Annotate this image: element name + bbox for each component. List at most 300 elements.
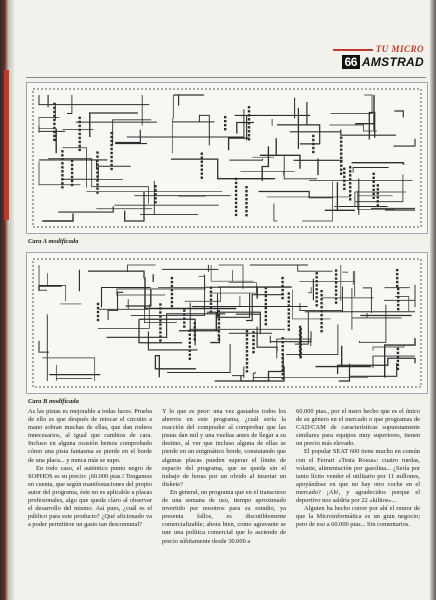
pcb-pad bbox=[316, 280, 318, 282]
pcb-pad bbox=[53, 103, 55, 105]
pcb-pad bbox=[335, 281, 337, 283]
pcb-pad bbox=[282, 361, 284, 363]
pcb-trace bbox=[162, 265, 218, 272]
pcb-pad bbox=[335, 293, 337, 295]
pcb-pad bbox=[252, 331, 254, 333]
paragraph: Y lo que es peor: una vez gastados todos los ahorros en este programa, ¿cuál sería la reacción del comprador al comprobar que las pistas dan mil y una vueltas antes de llegar a su destino, al ver que incluso alguna de ellas se pierde en un enigmático borde, constatando que algunas placas pueden superar el límite de espacio del programa, que se queda sin el trabajo de horas por un olvido al insertar un diskete? bbox=[162, 408, 286, 488]
pcb-trace bbox=[39, 126, 65, 131]
pcb-trace bbox=[58, 206, 113, 212]
pcb-pad bbox=[110, 164, 112, 166]
pcb-trace bbox=[394, 139, 416, 146]
pcb-trace bbox=[215, 353, 283, 381]
pcb-pad bbox=[282, 377, 284, 379]
pcb-pad bbox=[110, 144, 112, 146]
pcb-trace bbox=[290, 130, 396, 136]
pcb-pad bbox=[79, 141, 81, 143]
pcb-pad bbox=[97, 303, 99, 305]
pcb-pad bbox=[312, 151, 314, 153]
pcb-trace bbox=[241, 366, 284, 381]
pcb-pad bbox=[201, 153, 203, 155]
pcb-pad bbox=[159, 339, 161, 341]
pcb-pad bbox=[316, 276, 318, 278]
brand-name: AMSTRAD bbox=[361, 55, 424, 69]
pcb-pad bbox=[110, 160, 112, 162]
pcb-pad bbox=[397, 348, 399, 350]
pcb-pad bbox=[159, 319, 161, 321]
pcb-pad bbox=[320, 302, 322, 304]
pcb-pad bbox=[96, 159, 98, 161]
pcb-pad bbox=[288, 312, 290, 314]
pcb-trace bbox=[113, 120, 152, 145]
pcb-pad bbox=[154, 201, 156, 203]
pcb-pad bbox=[377, 196, 379, 198]
pcb-trace bbox=[171, 159, 275, 179]
pcb-pad bbox=[245, 190, 247, 192]
pcb-pad bbox=[53, 135, 55, 137]
pcb-pad bbox=[201, 165, 203, 167]
pcb-pad bbox=[110, 132, 112, 134]
pcb-pad bbox=[171, 301, 173, 303]
pcb-pad bbox=[281, 289, 283, 291]
pcb-pad bbox=[248, 114, 250, 116]
pcb-pad bbox=[373, 177, 375, 179]
pcb-pad bbox=[288, 296, 290, 298]
pcb-pad bbox=[53, 131, 55, 133]
pcb-trace bbox=[237, 123, 254, 134]
pcb-pad bbox=[288, 308, 290, 310]
pcb-pad bbox=[265, 295, 267, 297]
pcb-pad bbox=[316, 304, 318, 306]
pcb-pad bbox=[373, 181, 375, 183]
pcb-pad bbox=[61, 162, 63, 164]
pcb-pad bbox=[235, 186, 237, 188]
pcb-pad bbox=[288, 320, 290, 322]
pcb-pad bbox=[252, 335, 254, 337]
pcb-pad bbox=[312, 147, 314, 149]
pcb-trace bbox=[229, 159, 262, 160]
pcb-pad bbox=[246, 342, 248, 344]
pcb-pad bbox=[154, 193, 156, 195]
pcb-pad bbox=[61, 170, 63, 172]
pcb-pad bbox=[397, 292, 399, 294]
pcb-pad bbox=[183, 317, 185, 319]
pcb-trace bbox=[174, 95, 204, 106]
pcb-trace bbox=[173, 115, 215, 145]
article-column-1 bbox=[28, 408, 152, 546]
pcb-pad bbox=[210, 295, 212, 297]
pcb-pad bbox=[79, 129, 81, 131]
pcb-trace bbox=[302, 182, 332, 221]
pcb-pad bbox=[265, 291, 267, 293]
pcb-pad bbox=[245, 186, 247, 188]
pcb-pad bbox=[343, 188, 345, 190]
pcb-pad bbox=[235, 194, 237, 196]
pcb-pad bbox=[265, 287, 267, 289]
pcb-pad bbox=[97, 319, 99, 321]
pcb-pad bbox=[218, 330, 220, 332]
pcb-pad bbox=[218, 322, 220, 324]
pcb-pad bbox=[53, 139, 55, 141]
spine-stripe bbox=[4, 70, 9, 220]
pcb-pad bbox=[343, 172, 345, 174]
pcb-trace bbox=[262, 146, 268, 180]
pcb-pad bbox=[224, 124, 226, 126]
pcb-pad bbox=[171, 289, 173, 291]
header-divider bbox=[26, 77, 426, 78]
pcb-pad bbox=[288, 316, 290, 318]
pcb-pad bbox=[235, 190, 237, 192]
pcb-pad bbox=[210, 307, 212, 309]
pcb-pad bbox=[397, 300, 399, 302]
paragraph: En todo caso, el auténtico punto negro de SOPHOS es su precio: ¡60.000 ptas.! Tengamos en cuenta, que según manifestaciones del propio autor del programa, éste no es aplicable a placas profesionales, algo que queda claro al observar el desarrollo del mismo. Así pues, ¿cuál es el público para este producto? ¿Qué aficionado va a poder permitirse un gasto tan descomunal? bbox=[28, 464, 152, 529]
pcb-pad bbox=[282, 345, 284, 347]
pcb-pad bbox=[282, 353, 284, 355]
pcb-pad bbox=[343, 180, 345, 182]
pcb-pad bbox=[235, 198, 237, 200]
pcb-pad bbox=[159, 315, 161, 317]
pcb-pad bbox=[61, 158, 63, 160]
pcb-pad bbox=[159, 327, 161, 329]
pcb-pad bbox=[316, 300, 318, 302]
pcb-pad bbox=[171, 281, 173, 283]
pcb-trace bbox=[98, 304, 150, 328]
pcb-pad bbox=[320, 298, 322, 300]
pcb-pad bbox=[288, 300, 290, 302]
pcb-pad bbox=[183, 321, 185, 323]
pcb-pad bbox=[397, 296, 399, 298]
pcb-trace bbox=[39, 286, 62, 290]
pcb-pad bbox=[210, 291, 212, 293]
pcb-pad bbox=[300, 348, 302, 350]
pcb-pad bbox=[71, 164, 73, 166]
pcb-pad bbox=[183, 313, 185, 315]
pcb-trace bbox=[316, 346, 372, 367]
pcb-pad bbox=[335, 297, 337, 299]
pcb-pad bbox=[320, 314, 322, 316]
pcb-pad bbox=[281, 277, 283, 279]
pcb-trace bbox=[219, 265, 243, 289]
pcb-pad bbox=[246, 346, 248, 348]
pcb-pad bbox=[96, 155, 98, 157]
pcb-pad bbox=[349, 182, 351, 184]
pcb-pad bbox=[320, 290, 322, 292]
pcb-pad bbox=[171, 293, 173, 295]
pcb-pad bbox=[377, 204, 379, 206]
pcb-pad bbox=[335, 285, 337, 287]
pcb-pad bbox=[300, 328, 302, 330]
pcb-pad bbox=[79, 125, 81, 127]
paragraph: As las pistas es mejorable a todas luces. Prueba de ello es que después de retocar el circuito a mano sobran muchas de ellas, que dan rodeos innecesarios, al igual que cambios de cara. Incluso en alguna ocasión hemos comprobado cómo una pista fantasma se pierde en el borde de una placa... y nunca más se supo. bbox=[28, 408, 152, 464]
pcb-pad bbox=[320, 318, 322, 320]
pcb-trace bbox=[42, 214, 73, 222]
pcb-pad bbox=[300, 356, 302, 358]
pcb-pad bbox=[96, 151, 98, 153]
pcb-trace bbox=[62, 148, 86, 188]
pcb-pad bbox=[189, 342, 191, 344]
pcb-trace bbox=[39, 273, 66, 301]
pcb-pad bbox=[235, 178, 237, 180]
pcb-pad bbox=[210, 311, 212, 313]
pcb-pad bbox=[349, 186, 351, 188]
pcb-pad bbox=[224, 116, 226, 118]
pcb-pad bbox=[246, 334, 248, 336]
pcb-pad bbox=[320, 294, 322, 296]
pcb-pad bbox=[282, 369, 284, 371]
pcb-pad bbox=[397, 356, 399, 358]
pcb-trace bbox=[90, 113, 138, 137]
pcb-trace bbox=[394, 111, 403, 118]
pcb-trace bbox=[39, 161, 80, 184]
pcb-pad bbox=[79, 137, 81, 139]
pcb-pad bbox=[335, 273, 337, 275]
paragraph: 60.000 ptas., por el mero hecho que es el único de su género en el mercado o que programas de CAD/CAM de características supuestamente similares para equipos muy superiores, tienen un precio más elevado. bbox=[296, 408, 420, 448]
pcb-pad bbox=[61, 150, 63, 152]
pcb-pad bbox=[201, 157, 203, 159]
pcb-pad bbox=[110, 156, 112, 158]
pcb-pad bbox=[265, 303, 267, 305]
pcb-pad bbox=[246, 330, 248, 332]
pcb-trace bbox=[42, 358, 94, 381]
pcb-trace bbox=[250, 265, 333, 271]
pcb-pad bbox=[110, 148, 112, 150]
pcb-pad bbox=[265, 307, 267, 309]
pcb-pad bbox=[282, 373, 284, 375]
pcb-pad bbox=[53, 115, 55, 117]
pcb-pad bbox=[343, 168, 345, 170]
pcb-pad bbox=[396, 285, 398, 287]
pcb-trace bbox=[88, 271, 144, 278]
pcb-trace bbox=[353, 168, 389, 173]
pcb-pad bbox=[96, 187, 98, 189]
section-title: TU MICRO bbox=[333, 44, 424, 54]
pcb-pad bbox=[282, 341, 284, 343]
pcb-pad bbox=[340, 161, 342, 163]
pcb-pad bbox=[224, 128, 226, 130]
pcb-pad bbox=[171, 305, 173, 307]
pcb-pad bbox=[312, 143, 314, 145]
pcb-pad bbox=[96, 167, 98, 169]
pcb-trace bbox=[353, 272, 355, 297]
pcb-pad bbox=[320, 326, 322, 328]
pcb-pad bbox=[53, 127, 55, 129]
pcb-pad bbox=[245, 210, 247, 212]
pcb-pad bbox=[397, 364, 399, 366]
pcb-pad bbox=[154, 197, 156, 199]
pcb-pad bbox=[61, 182, 63, 184]
pcb-pad bbox=[300, 344, 302, 346]
pcb-pad bbox=[96, 183, 98, 185]
pcb-pad bbox=[252, 347, 254, 349]
pcb-trace bbox=[260, 138, 300, 169]
pcb-pad bbox=[282, 357, 284, 359]
pcb-pad bbox=[183, 325, 185, 327]
pcb-pad bbox=[252, 339, 254, 341]
pcb-trace bbox=[355, 174, 406, 206]
pcb-pad bbox=[312, 135, 314, 137]
pcb-pad bbox=[320, 330, 322, 332]
pcb-pad bbox=[194, 334, 196, 336]
pcb-pad bbox=[288, 328, 290, 330]
article-body bbox=[28, 408, 420, 546]
pcb-pad bbox=[349, 194, 351, 196]
pcb-pad bbox=[246, 362, 248, 364]
pcb-pad bbox=[377, 200, 379, 202]
pcb-pad bbox=[53, 107, 55, 109]
pcb-pad bbox=[349, 178, 351, 180]
pcb-pad bbox=[171, 285, 173, 287]
pcb-pad bbox=[96, 179, 98, 181]
pcb-pad bbox=[235, 182, 237, 184]
pcb-pad bbox=[246, 350, 248, 352]
pcb-pad bbox=[79, 117, 81, 119]
pcb-pad bbox=[218, 338, 220, 340]
pcb-pad bbox=[61, 166, 63, 168]
pcb-pad bbox=[189, 350, 191, 352]
pcb-pad bbox=[265, 323, 267, 325]
pcb-pad bbox=[343, 184, 345, 186]
pcb-pad bbox=[171, 297, 173, 299]
pcb-trace bbox=[211, 265, 254, 281]
article-column-2 bbox=[162, 408, 286, 546]
pcb-trace bbox=[363, 288, 372, 313]
pcb-pad bbox=[265, 299, 267, 301]
pcb-pad bbox=[335, 269, 337, 271]
pcb-pad bbox=[340, 165, 342, 167]
pcb-pad bbox=[288, 324, 290, 326]
pcb-pad bbox=[320, 310, 322, 312]
pcb-layout-b-image bbox=[27, 253, 427, 393]
pcb-trace bbox=[331, 95, 372, 113]
pcb-pad bbox=[335, 301, 337, 303]
pcb-pad bbox=[265, 319, 267, 321]
pcb-pad bbox=[340, 145, 342, 147]
pcb-trace bbox=[117, 289, 206, 295]
pcb-pad bbox=[252, 343, 254, 345]
pcb-pad bbox=[245, 194, 247, 196]
pcb-pad bbox=[320, 306, 322, 308]
pcb-pad bbox=[71, 168, 73, 170]
pcb-trace bbox=[352, 163, 405, 164]
pcb-layout-a-image bbox=[27, 83, 427, 233]
pcb-pad bbox=[288, 292, 290, 294]
pcb-pad bbox=[300, 340, 302, 342]
pcb-pad bbox=[71, 172, 73, 174]
pcb-pad bbox=[281, 297, 283, 299]
pcb-pad bbox=[53, 119, 55, 121]
pcb-pad bbox=[235, 206, 237, 208]
pcb-trace bbox=[99, 299, 148, 309]
pcb-pad bbox=[53, 123, 55, 125]
pcb-pad bbox=[218, 314, 220, 316]
pcb-pad bbox=[335, 289, 337, 291]
pcb-trace bbox=[308, 287, 311, 293]
pcb-pad bbox=[189, 338, 191, 340]
pcb-pad bbox=[316, 272, 318, 274]
pcb-pad bbox=[246, 338, 248, 340]
pcb-pad bbox=[53, 111, 55, 113]
pcb-pad bbox=[281, 293, 283, 295]
pcb-pad bbox=[335, 277, 337, 279]
pcb-pad bbox=[159, 331, 161, 333]
pcb-pad bbox=[299, 326, 301, 328]
pcb-trace bbox=[204, 296, 240, 307]
pcb-trace bbox=[56, 365, 92, 381]
page-number-row bbox=[333, 55, 424, 69]
pcb-pad bbox=[340, 137, 342, 139]
pcb-pad bbox=[159, 335, 161, 337]
pcb-pad bbox=[377, 188, 379, 190]
pcb-pad bbox=[349, 198, 351, 200]
pcb-trace bbox=[139, 319, 220, 345]
pcb-trace bbox=[107, 314, 226, 338]
pcb-pad bbox=[235, 202, 237, 204]
pcb-pad bbox=[183, 309, 185, 311]
pcb-pad bbox=[97, 315, 99, 317]
page bbox=[14, 0, 430, 600]
pcb-pad bbox=[349, 170, 351, 172]
pcb-pad bbox=[97, 307, 99, 309]
pcb-pad bbox=[110, 168, 112, 170]
pcb-trace bbox=[108, 292, 123, 320]
pcb-pad bbox=[218, 318, 220, 320]
pcb-trace bbox=[274, 204, 278, 222]
pcb-pad bbox=[248, 126, 250, 128]
pcb-pad bbox=[316, 296, 318, 298]
pcb-pad bbox=[201, 177, 203, 179]
pcb-pad bbox=[201, 161, 203, 163]
pcb-pad bbox=[397, 288, 399, 290]
pcb-pad bbox=[245, 214, 247, 216]
pcb-pad bbox=[316, 292, 318, 294]
pcb-pad bbox=[154, 189, 156, 191]
pcb-pad bbox=[300, 352, 302, 354]
pcb-pad bbox=[248, 138, 250, 140]
pcb-pad bbox=[159, 311, 161, 313]
pcb-pad bbox=[320, 322, 322, 324]
pcb-pad bbox=[396, 277, 398, 279]
pcb-pad bbox=[96, 175, 98, 177]
page-header bbox=[333, 44, 424, 69]
pcb-pad bbox=[340, 173, 342, 175]
pcb-pad bbox=[194, 338, 196, 340]
pcb-pad bbox=[61, 186, 63, 188]
figure-b-caption: Cara B modificada bbox=[28, 398, 79, 405]
pcb-trace bbox=[232, 367, 244, 379]
pcb-pad bbox=[246, 358, 248, 360]
pcb-pad bbox=[343, 176, 345, 178]
pcb-pad bbox=[340, 169, 342, 171]
pcb-pad bbox=[235, 210, 237, 212]
pcb-trace bbox=[127, 109, 244, 137]
pcb-pad bbox=[79, 149, 81, 151]
pcb-pad bbox=[288, 304, 290, 306]
pcb-pad bbox=[194, 330, 196, 332]
pcb-pad bbox=[248, 118, 250, 120]
pcb-pad bbox=[159, 307, 161, 309]
pcb-pad bbox=[300, 336, 302, 338]
pcb-pad bbox=[349, 174, 351, 176]
pcb-pad bbox=[246, 370, 248, 372]
pcb-pad bbox=[246, 354, 248, 356]
pcb-pad bbox=[340, 153, 342, 155]
pcb-pad bbox=[377, 184, 379, 186]
pcb-pad bbox=[224, 120, 226, 122]
pcb-pad bbox=[110, 140, 112, 142]
pcb-pad bbox=[159, 303, 161, 305]
pcb-figure-b bbox=[26, 252, 428, 394]
pcb-pad bbox=[373, 185, 375, 187]
pcb-pad bbox=[373, 193, 375, 195]
